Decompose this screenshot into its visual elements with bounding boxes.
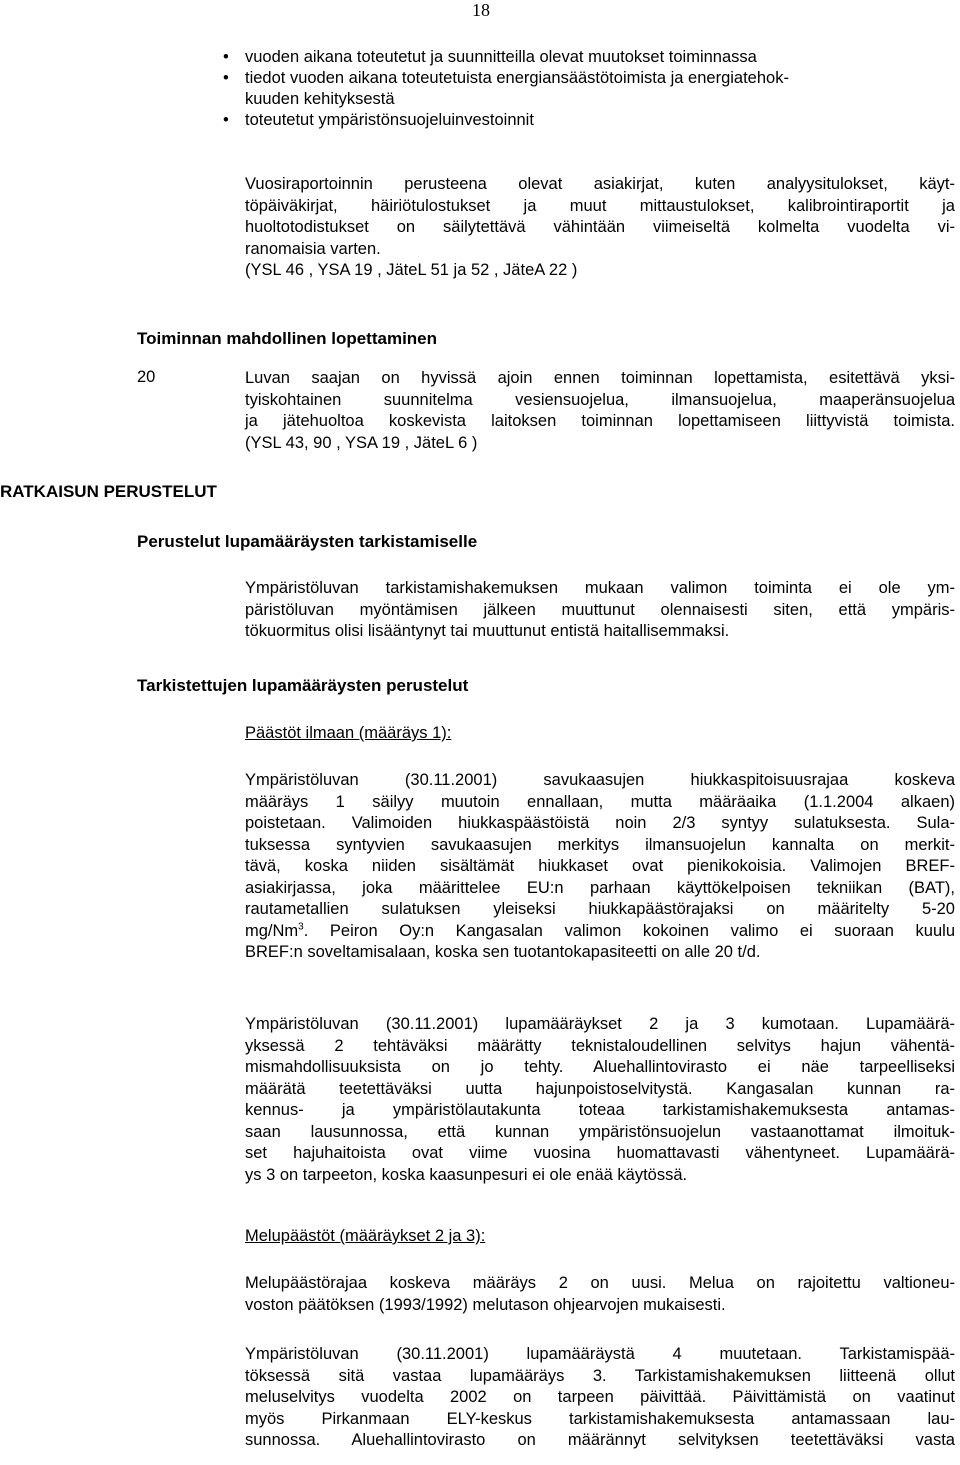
text-line: Vuosiraportoinnin perusteena olevat asiakirjat, kuten analyysitulokset, käyt- (245, 175, 955, 193)
ilmaan-paragraph-1 (245, 770, 955, 964)
list-item-text: toteutetut ympäristönsuojeluinvestoinnit (245, 111, 534, 129)
text-line: tyiskohtainen suunnitelma vesiensuojelua, ilmansuojelua, maaperänsuojelua (245, 390, 955, 409)
vuosiraportointi-paragraph (245, 174, 955, 282)
text-line: voston päätöksen (1993/1992) melutason ohjearvojen mukaisesti. (245, 1295, 726, 1314)
list-item-text: kuuden kehityksestä (245, 90, 395, 108)
bullet-icon: • (223, 48, 229, 66)
text-line: määrätä teetettäväksi uutta hajunpoistoselvitystä. Kangasalan kunnan ra- (245, 1079, 955, 1098)
ilmaan-paragraph-2 (245, 1014, 955, 1186)
bullet-icon: • (223, 111, 229, 129)
text-line: määräys 1 säilyy muutoin ennallaan, mutta määräaika (1.1.2004 alkaen) (245, 792, 955, 811)
text-line: yksessä 2 tehtäväksi määrätty teknistaloudellinen selvitys hajun vähentä- (245, 1036, 955, 1055)
melu-paragraph-1 (245, 1273, 955, 1316)
legal-reference: (YSL 46 , YSA 19 , JäteL 51 ja 52 , JäteA 22 ) (245, 261, 578, 279)
text-line: tökuormitus olisi lisääntynyt tai muuttunut entistä haitallisemmaksi. (245, 622, 730, 640)
text-line: töksessä sitä vastaa lupamääräys 3. Tarkistamishakemuksen liitteenä ollut (245, 1366, 955, 1385)
text-line: huoltotodistukset on säilytettävä vähintään viimeiseltä kolmelta vuodelta vi- (245, 218, 955, 236)
text-line: ja jätehuoltoa koskevista laitoksen toiminnan lopettamiseen liittyvistä toimista. (245, 412, 955, 430)
text-line: Melupäästörajaa koskeva määräys 2 on uusi. Melua on rajoitettu valtioneu- (245, 1274, 955, 1292)
text-line: Ympäristöluvan (30.11.2001) savukaasujen hiukkaspitoisuusrajaa koskeva (245, 771, 955, 789)
text-line: Ympäristöluvan tarkistamishakemuksen mukaan valimon toiminta ei ole ym- (245, 579, 955, 597)
subheading-melupaastot: Melupäästöt (määräykset 2 ja 3): (245, 1227, 486, 1245)
section-heading-perustelut-tarkistamiselle: Perustelut lupamääräysten tarkistamiselle (137, 532, 478, 551)
list-item-text: vuoden aikana toteutetut ja suunnitteilla olevat muutokset toiminnassa (245, 48, 757, 66)
subheading-paastot-ilmaan: Päästöt ilmaan (määräys 1): (245, 724, 452, 742)
text-line: saan lausunnossa, että kunnan ympäristönsuojelun vastaanottamat ilmoituk- (245, 1122, 955, 1141)
text-line: Ympäristöluvan (30.11.2001) lupamääräykset 2 ja 3 kumotaan. Lupamäärä- (245, 1015, 955, 1033)
bullet-icon: • (223, 69, 229, 87)
text-line: rautametallien sulatuksen yleiseksi hiukkapäästörajaksi on määritelty 5-20 (245, 900, 955, 918)
perustelut-paragraph (245, 578, 955, 643)
text-line: asiakirjassa, joka määrittelee EU:n parhaan käyttökelpoisen tekniikan (BAT), (245, 878, 955, 897)
text-line: poistetaan. Valimoiden hiukkaspäästöistä noin 2/3 syntyy sulatuksesta. Sula- (245, 814, 955, 832)
text-line: myös Pirkanmaan ELY-keskus tarkistamishakemuksesta antamassaan lau- (245, 1409, 955, 1428)
text-line: set hajuhaitoista ovat viime vuosina huomattavasti vähentyneet. Lupamäärä- (245, 1144, 955, 1162)
unit-text: mg/Nm (245, 921, 299, 940)
text-line: BREF:n soveltamisalaan, koska sen tuotantokapasiteetti on alle 20 t/d. (245, 943, 761, 961)
list-item-continuation (245, 89, 960, 110)
bullet-list (223, 47, 960, 131)
list-item-text: tiedot vuoden aikana toteutetuista energiansäästötoimista ja energiatehok- (245, 69, 789, 87)
text-line: päristöluvan myöntämisen jälkeen muuttunut olennaisesti siten, että ympäris- (245, 600, 955, 619)
page-number: 18 (472, 0, 490, 20)
section-heading-ratkaisun-perustelut: RATKAISUN PERUSTELUT (0, 482, 217, 501)
text-line: Ympäristöluvan (30.11.2001) lupamääräystä 4 muutetaan. Tarkistamispää- (245, 1345, 955, 1363)
text-line (245, 921, 955, 943)
melu-paragraph-2 (245, 1344, 955, 1452)
list-item (223, 47, 960, 68)
text-line: Luvan saajan on hyvissä ajoin ennen toiminnan lopettamista, esitettävä yksi- (245, 369, 955, 387)
text-fragment: . Peiron Oy:n Kangasalan valimon kokoinen valimo ei suoraan kuulu (303, 921, 955, 940)
regulation-number: 20 (137, 368, 156, 386)
section-heading-lopettaminen: Toiminnan mahdollinen lopettaminen (137, 329, 438, 348)
section-heading-tarkistettujen: Tarkistettujen lupamääräysten perustelut (137, 676, 469, 695)
text-line: mismahdollisuuksista on jo tehty. Aluehallintovirasto ei näe tarpeelliseksi (245, 1058, 955, 1076)
superscript: 3 (298, 921, 304, 932)
legal-reference: (YSL 43, 90 , YSA 19 , JäteL 6 ) (245, 433, 478, 452)
text-line: sunnossa. Aluehallintovirasto on määrännyt selvityksen teetettäväksi vasta (245, 1431, 955, 1449)
list-item (223, 68, 960, 89)
text-line: töpäiväkirjat, häiriötulostukset ja muut mittaustulokset, kalibrointiraportit ja (245, 196, 955, 215)
text-line: tävä, koska niiden sisältämät hiukkaset ovat pienikokoisia. Valimojen BREF- (245, 857, 955, 875)
text-line: tuksessa syntyvien savukaasujen merkitys ilmansuojelun kannalta on merkit- (245, 835, 955, 854)
text-line: ys 3 on tarpeeton, koska kaasunpesuri ei ole enää käytössä. (245, 1165, 688, 1184)
list-item (223, 110, 960, 131)
text-line: ranomaisia varten. (245, 239, 381, 258)
text-line: meluselvitys vuodelta 2002 on tarpeen päivittää. Päivittämistä on vaatinut (245, 1388, 955, 1406)
lopettaminen-paragraph (245, 368, 955, 454)
text-line: kennus- ja ympäristölautakunta toteaa tarkistamishakemuksesta antamas- (245, 1101, 955, 1119)
